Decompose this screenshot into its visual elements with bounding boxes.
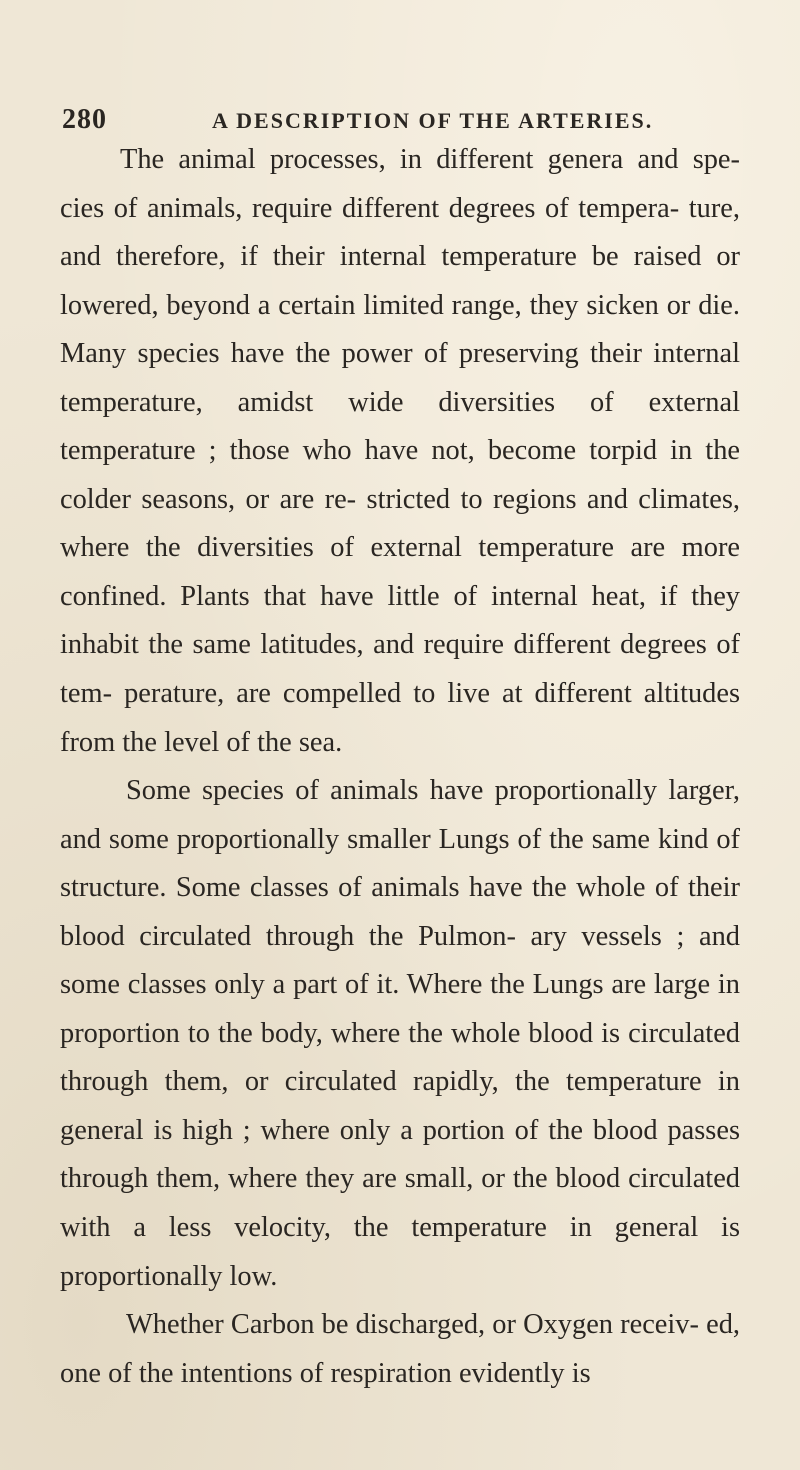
page-number: 280 <box>62 104 107 135</box>
body-text <box>60 136 740 1398</box>
running-title: A DESCRIPTION OF THE ARTERIES. <box>212 108 654 133</box>
paragraph-respiration: Whether Carbon be discharged, or Oxygen receiv‐ ed, one of the intentions of respiration evidently is <box>60 1309 740 1389</box>
paragraph-lungs: Some species of animals have proportionally larger, and some proportionally smaller Lungs of the same kind of structure. Some classes of animals have the whole of their blood circulated through the Pulmon‐ ary vessels ; and some classes only a part of it. Where the Lungs are large in proportion to the body, where the whole blood is circulated through them, or circulated rapidly, the temperature in general is high ; where only a portion of the blood passes through them, where they are small, or the blood circulated with a less velocity, the temperature in general is proportionally low. <box>60 775 740 1292</box>
paragraph-temperature: The animal processes, in different genera and spe‐ cies of animals, require different degrees of tempera‐ ture, and therefore, if their internal temperature be raised or lowered, beyond a certain limited range, they sicken or die. Many species have the power of preserving their internal temperature, amidst wide diversities of external temperature ; those who have not, become torpid in the colder seasons, or are re‐ stricted to regions and climates, where the diversities of external temperature are more confined. Plants that have little of internal heat, if they inhabit the same latitudes, and require different degrees of tem‐ perature, are compelled to live at different altitudes from the level of the sea. <box>60 144 740 758</box>
